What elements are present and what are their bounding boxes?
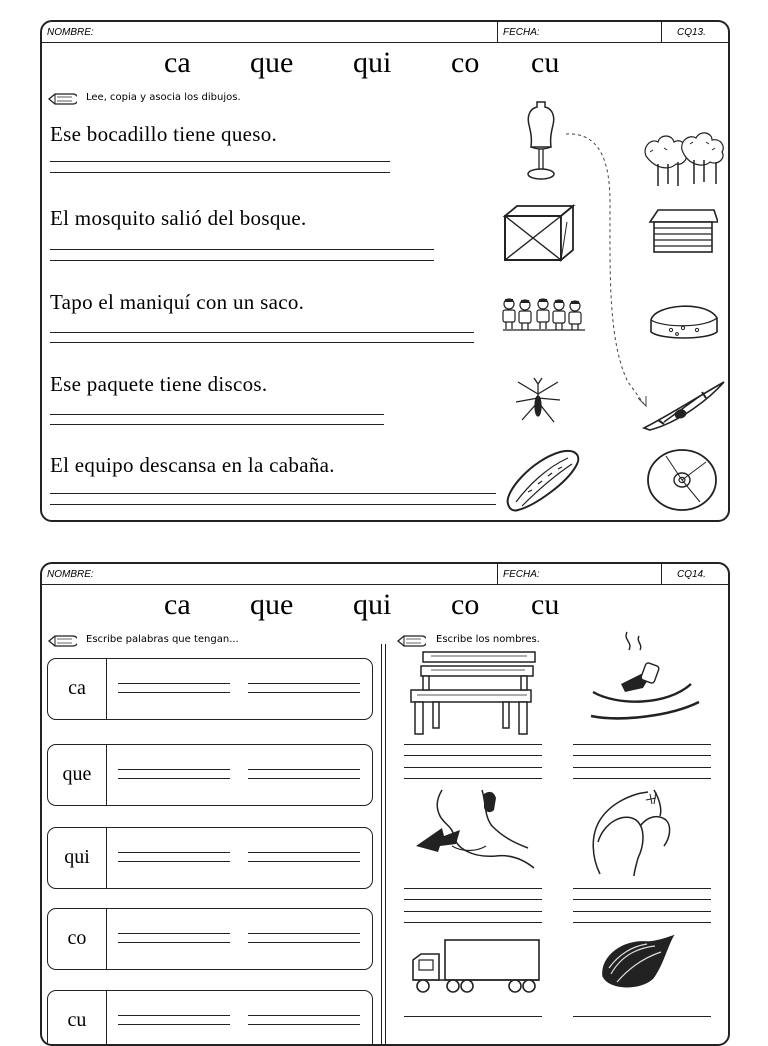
syllable-box-qui[interactable] [47,827,373,889]
worksheet-cq14 [40,562,730,1046]
syllable-que: que [250,588,294,621]
syllable-cu: cu [531,588,560,621]
syllable-cu: cu [531,46,560,79]
writing-line [50,504,496,505]
sentence-4: Ese paquete tiene discos. [50,372,268,396]
syllable-box-cu[interactable] [47,990,373,1046]
writing-line [50,161,390,162]
header-bar [42,564,728,585]
writing-line [573,778,711,779]
writing-line [573,1016,711,1017]
syllable-que: que [250,46,294,79]
mannequin-picture[interactable] [517,98,565,182]
fecha-label: FECHA: [503,569,540,580]
sandwich-picture[interactable] [502,446,584,514]
writing-line [573,911,711,912]
writing-line [573,888,711,889]
neck-picture[interactable] [412,786,536,872]
writing-line [50,424,384,425]
writing-line [404,888,542,889]
truck-picture[interactable] [409,936,543,996]
header-bar [42,22,728,43]
writing-line [50,172,390,173]
syllable-box-label: qui [48,828,107,888]
writing-line [404,755,542,756]
writing-line [404,899,542,900]
syllables-title [42,46,728,82]
shell-picture[interactable] [597,934,677,992]
buttocks-picture[interactable] [590,786,674,878]
bench-picture[interactable] [407,648,539,738]
writing-line [573,767,711,768]
nombre-label: NOMBRE: [47,569,94,580]
syllables-title [42,588,728,624]
writing-line [573,744,711,745]
sheet-code: CQ13. [677,27,706,38]
writing-line [50,493,496,494]
writing-line [404,1016,542,1017]
syllable-box-label: cu [48,991,107,1046]
writing-line [50,332,474,333]
syllable-box-label: que [48,745,107,805]
sentence-3: Tapo el maniquí con un saco. [50,290,305,314]
worksheet-cq13 [40,20,730,522]
syllable-ca: ca [164,46,191,79]
writing-line [573,755,711,756]
pencil-icon [47,92,77,106]
mosquito-picture[interactable] [512,376,564,426]
association-line [562,122,672,412]
writing-line [404,744,542,745]
writing-line [50,249,434,250]
writing-line [50,414,384,415]
syllable-ca: ca [164,588,191,621]
syllable-box-label: ca [48,659,107,719]
syllable-co: co [451,46,480,79]
pencil-icon [47,634,77,648]
syllable-box-co[interactable] [47,908,373,970]
sentence-5: El equipo descansa en la cabaña. [50,453,335,477]
writing-line [573,922,711,923]
syllable-box-label: co [48,909,107,969]
writing-line [573,899,711,900]
sentence-2: El mosquito salió del bosque. [50,206,307,230]
writing-line [404,767,542,768]
syllable-qui: qui [353,46,392,79]
column-divider [381,644,386,1044]
syllable-co: co [451,588,480,621]
writing-line [50,342,474,343]
sentence-1: Ese bocadillo tiene queso. [50,122,278,146]
disc-picture[interactable] [646,448,718,512]
instruction-text: Lee, copia y asocia los dibujos. [86,92,241,103]
writing-line [404,922,542,923]
writing-line [404,911,542,912]
pencil-icon [396,634,426,648]
syllable-box-ca[interactable] [47,658,373,720]
fecha-label: FECHA: [503,27,540,38]
instruction-left: Escribe palabras que tengan... [86,634,239,645]
nombre-label: NOMBRE: [47,27,94,38]
syllable-qui: qui [353,588,392,621]
syllable-box-que[interactable] [47,744,373,806]
writing-line [50,260,434,261]
smoking-pipe-picture[interactable] [587,630,703,726]
sheet-code: CQ14. [677,569,706,580]
writing-line [404,778,542,779]
instruction-right: Escribe los nombres. [436,634,540,645]
